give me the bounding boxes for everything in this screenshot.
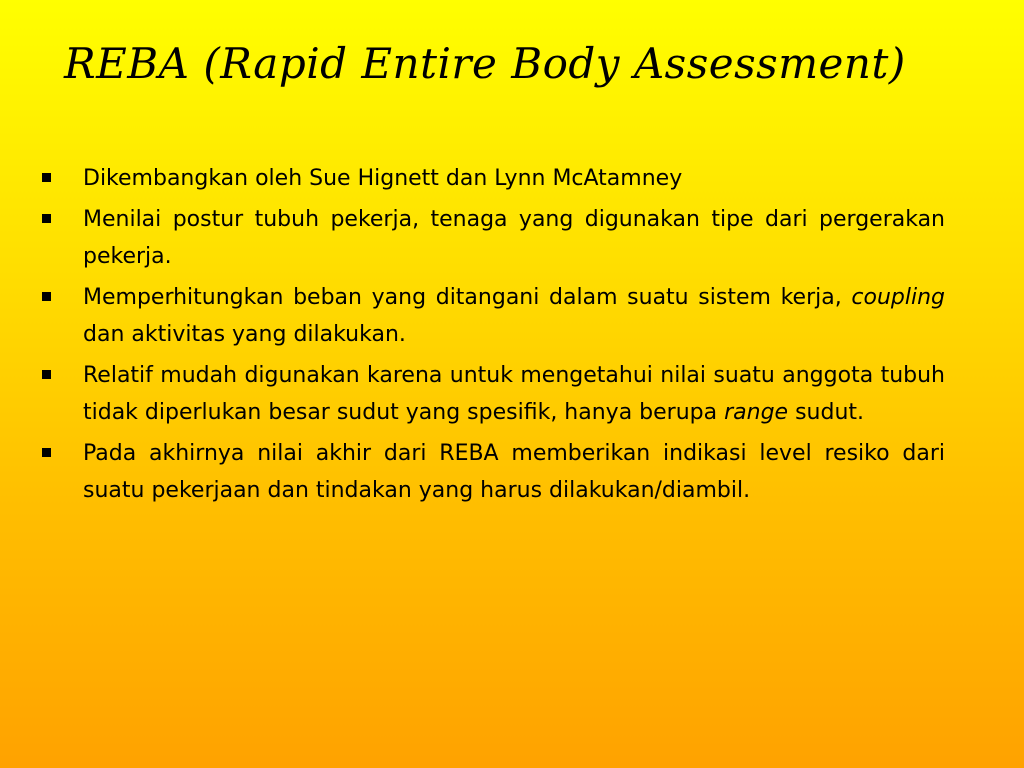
bullet-item [42,435,945,509]
bullet-item [42,357,945,431]
square-bullet-icon [42,214,51,223]
square-bullet-icon [42,292,51,301]
bullet-item [42,201,945,275]
bullet-text: Memperhitungkan beban yang ditangani dalam suatu sistem kerja, coupling dan aktivitas yang dilakukan. [83,285,945,347]
slide-title: REBA (Rapid Entire Body Assessment) [64,39,906,88]
bullet-item [42,279,945,353]
square-bullet-icon [42,173,51,182]
bullet-text: Relatif mudah digunakan karena untuk mengetahui nilai suatu anggota tubuh tidak diperlukan besar sudut yang spesifik, hanya berupa range sudut. [83,363,945,425]
bullet-text: Menilai postur tubuh pekerja, tenaga yang digunakan tipe dari pergerakan pekerja. [83,207,945,269]
bullet-item [42,160,945,197]
square-bullet-icon [42,448,51,457]
square-bullet-icon [42,370,51,379]
bullet-text: Dikembangkan oleh Sue Hignett dan Lynn McAtamney [83,166,683,191]
bullet-text: Pada akhirnya nilai akhir dari REBA memberikan indikasi level resiko dari suatu pekerjaan dan tindakan yang harus dilakukan/diambil. [83,441,945,503]
bullet-list [42,160,945,513]
